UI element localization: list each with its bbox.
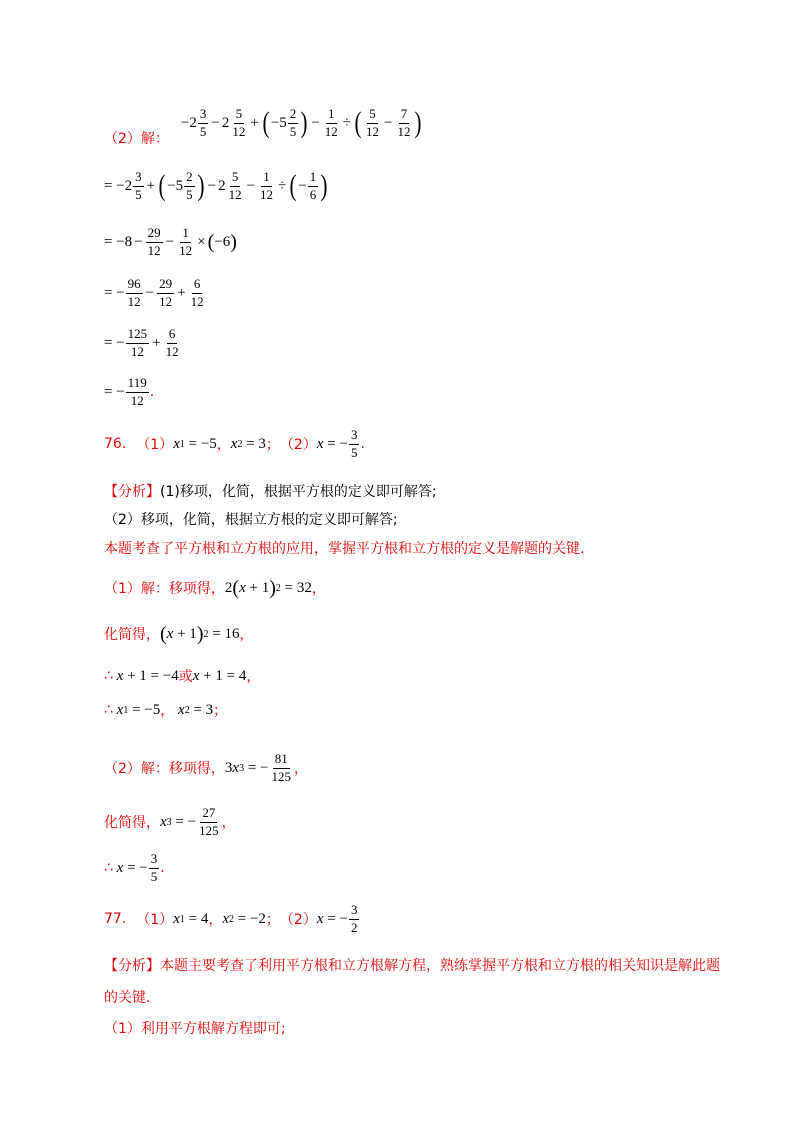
q75-step2 (104, 226, 237, 259)
q76-analysis-2 (104, 509, 398, 529)
analysis-text: 的关键. (104, 990, 151, 1006)
q76-simplify2 (104, 806, 236, 839)
math-expression: ∴ x 1 = −5 ， x 2 = 3 ； (104, 701, 228, 719)
q75-part2-expression (104, 98, 423, 148)
analysis-text: (1)移项，化简，根据平方根的定义即可解答; (160, 484, 437, 500)
math-expression: x = − $\frac{3}{2}$ (316, 902, 358, 935)
answer-label-2: （2） (279, 912, 317, 929)
q77-answer (104, 903, 360, 936)
answer-label-2: （2） (279, 437, 317, 454)
math-expression: = −2 $\frac{3}{5}$ + ( −5 $\frac{2}{5}$ ) − 2 $\frac{5}{12}$ − $\frac{1}{12}$ ÷ ( − $\frac{1}{6}$ ) (104, 169, 328, 203)
summary-text: 本题考查了平方根和立方根的应用，掌握平方根和立方根的定义是解题的关键. (104, 541, 585, 557)
q76-simplify1 (104, 624, 253, 644)
analysis-label: 【分析】 (104, 484, 160, 500)
q76-result (104, 852, 165, 885)
q76-step1 (104, 578, 326, 598)
q77-analysis-2 (104, 987, 150, 1007)
math-expression: −2 $\frac{3}{5}$ − 2 $\frac{5}{12}$ + ( −5 $\frac{2}{5}$ ) − $\frac{1}{12}$ ÷ ( $\frac{5}{12}$ − $\frac{7}{12}$ ) (180, 105, 422, 139)
math-expression: ∴ x + 1 = −4 或 x + 1 = 4 ， (104, 667, 261, 685)
analysis-text: （2）移项，化简，根据立方根的定义即可解答; (104, 512, 398, 528)
question-number: 76. (104, 436, 127, 453)
simplify-label: 化简得， (104, 627, 160, 643)
q75-result (104, 376, 154, 409)
q76-answer (104, 428, 365, 461)
analysis-text: 本题主要考查了利用平方根和立方根解方程，熟练掌握平方根和立方根的相关知识是解此题 (160, 958, 720, 974)
math-expression: x 1 = 4 ， x 2 = −2 ； (173, 910, 280, 929)
math-expression: x 1 = −5 ， x 2 = 3 ； (173, 435, 280, 454)
q76-therefore2 (104, 700, 227, 720)
method-text: （1）利用平方根解方程即可; (104, 1021, 286, 1037)
q76-summary (104, 538, 584, 558)
q75-step4 (104, 327, 182, 360)
q76-therefore1 (104, 666, 260, 686)
simplify-label: 化简得， (104, 815, 160, 832)
q76-analysis-1 (104, 481, 437, 501)
math-expression: = − $\frac{119}{12}$ . (104, 375, 155, 408)
math-expression: = −8 − $\frac{29}{12}$ − $\frac{1}{12}$ × ( −6 ) (104, 225, 237, 258)
math-expression: = − $\frac{96}{12}$ − $\frac{29}{12}$ + $\frac{6}{12}$ (104, 276, 204, 309)
q75-step3 (104, 277, 207, 310)
math-expression: x = − $\frac{3}{5}$ . (316, 427, 365, 460)
step-label: （2）解：移项得， (104, 761, 225, 778)
math-expression: = − $\frac{125}{12}$ + $\frac{6}{12}$ (104, 326, 179, 359)
math-expression: ∴ x = − $\frac{3}{5}$ . (104, 851, 165, 884)
part2-label: （2）解： (104, 131, 169, 147)
question-number: 77. (104, 911, 127, 928)
q77-method1 (104, 1018, 286, 1038)
math-expression: 3 x 3 = − $\frac{81}{125}$ ， (224, 751, 309, 784)
analysis-label: 【分析】 (104, 958, 160, 974)
q76-step2 (104, 752, 308, 785)
math-expression: ( x + 1 ) 2 = 16 ， (160, 623, 254, 645)
step-label: （1）解：移项得， (104, 581, 225, 597)
q77-analysis-1 (104, 955, 720, 975)
answer-label-1: （1） (136, 912, 174, 929)
answer-label-1: （1） (136, 437, 174, 454)
math-expression: 2 ( x + 1 ) 2 = 32 ， (224, 577, 326, 599)
q75-step1 (104, 170, 329, 203)
or-word: 或 (178, 669, 193, 685)
math-expression: x 3 = − $\frac{27}{125}$ ， (160, 805, 236, 838)
